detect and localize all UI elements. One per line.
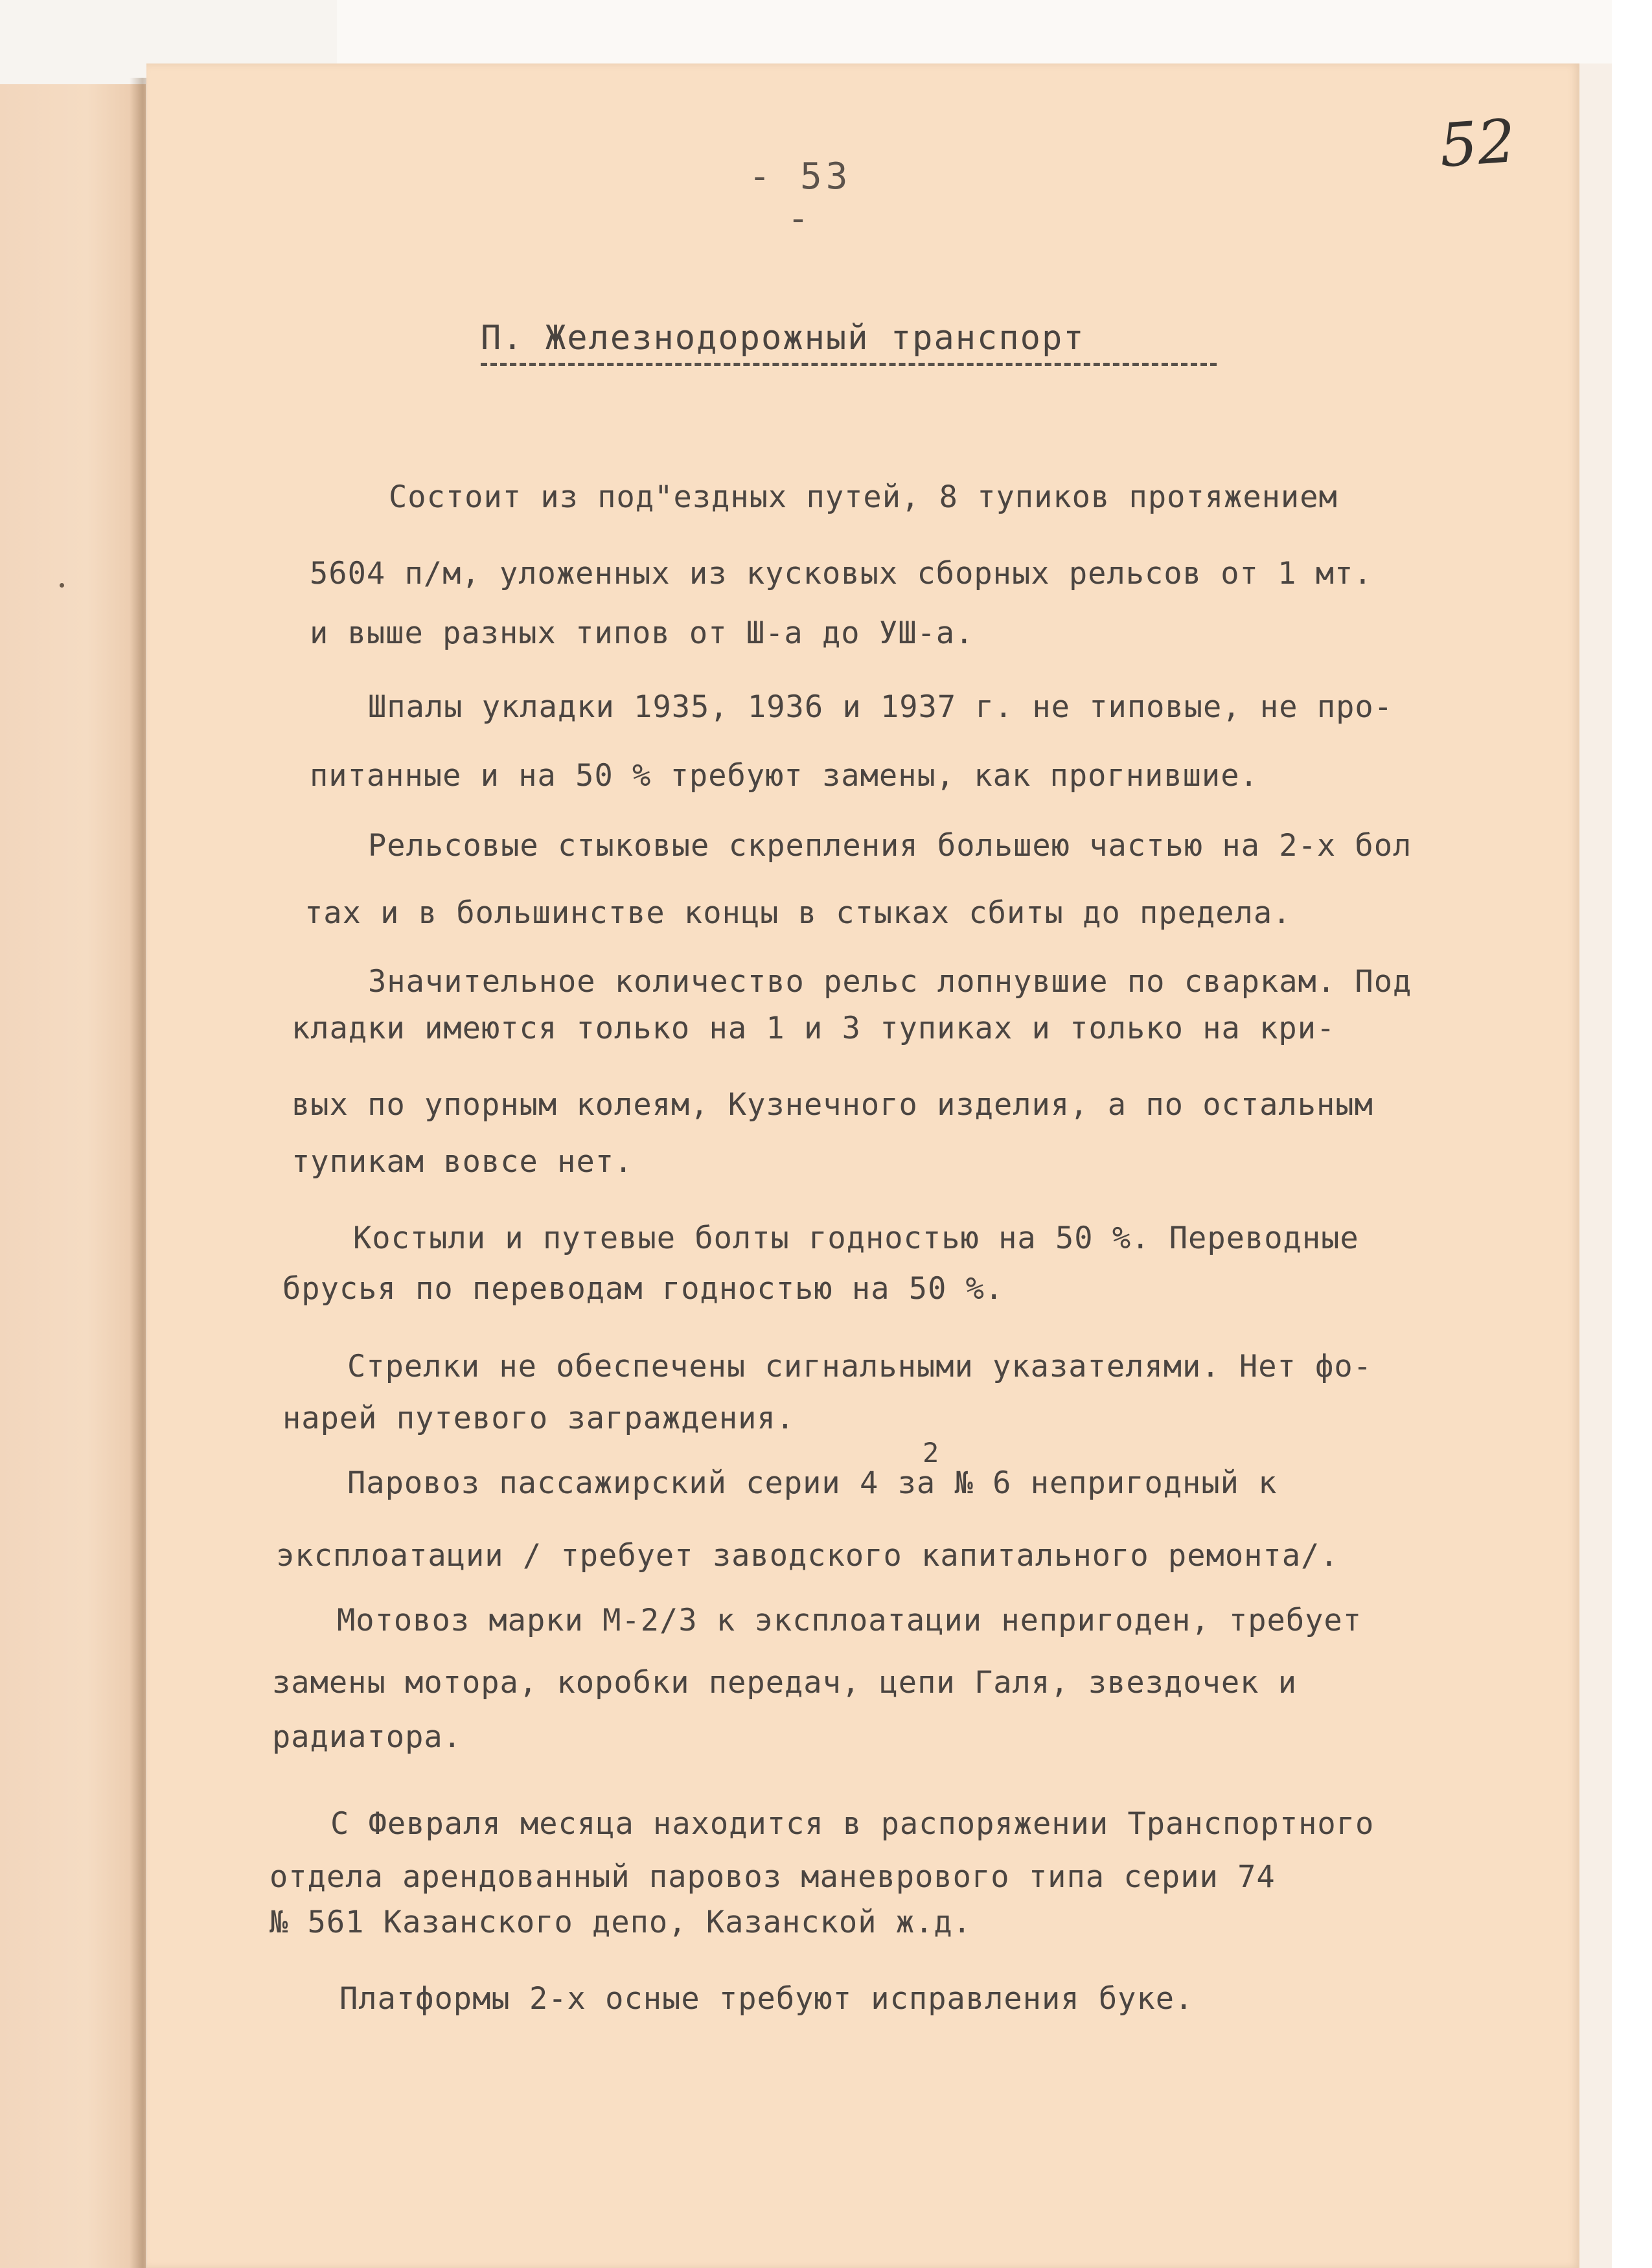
- page-edge: [1579, 63, 1612, 2268]
- text-line: кладки имеются только на 1 и 3 тупиках и только на кри-: [292, 1011, 1336, 1046]
- text-line: брусья по переводам годностью на 50 %.: [282, 1271, 1004, 1307]
- text-line: С Февраля месяца находится в распоряжении Транспортного: [330, 1806, 1375, 1842]
- text-line: Состоит из под"ездных путей, 8 тупиков протяжением: [389, 479, 1338, 515]
- text-line: питанные и на 50 % требуют замены, как прогнившие.: [310, 758, 1259, 794]
- text-line: тах и в большинстве концы в стыках сбиты до предела.: [304, 895, 1292, 931]
- text-line: и выше разных типов от Ш-а до УШ-а.: [310, 615, 974, 651]
- handwritten-folio: 52: [1437, 106, 1518, 181]
- text-line: эксплоатации / требует заводского капитального ремонта/.: [276, 1538, 1339, 1574]
- right-margin: [1612, 0, 1652, 2268]
- section-heading: П. Железнодорожный транспорт: [481, 319, 1085, 358]
- ink-dot: [60, 583, 64, 588]
- text-line: Рельсовые стыковые скрепления большею частью на 2-х бол: [368, 828, 1412, 864]
- text-line: тупикам вовсе нет.: [292, 1144, 634, 1180]
- text-line: Мотовоз марки М-2/3 к эксплоатации непригоден, требует: [337, 1603, 1362, 1638]
- text-line: Костыли и путевые болты годностью на 50 %. Переводные: [353, 1220, 1359, 1256]
- text-line: нарей путевого заграждения.: [282, 1401, 796, 1436]
- text-line: отдела арендованный паровоз маневрового типа серии 74: [270, 1859, 1276, 1895]
- text-line: радиатора.: [272, 1719, 462, 1755]
- superscript: 2: [923, 1437, 939, 1469]
- heading-underline: [481, 363, 1217, 366]
- text-line: 5604 п/м, уложенных из кусковых сборных рельсов от 1 мт.: [310, 556, 1373, 591]
- text-line: Стрелки не обеспечены сигнальными указателями. Нет фо-: [347, 1349, 1373, 1384]
- text-line: Значительное количество рельс лопнувшие по сваркам. Под: [368, 964, 1412, 1000]
- text-line: Шпалы укладки 1935, 1936 и 1937 г. не типовые, не про-: [368, 689, 1394, 725]
- text-line: Платформы 2-х осные требуют исправления буке.: [339, 1981, 1194, 2017]
- text-line: Паровоз пассажирский серии 4 за № 6 непригодный к: [347, 1465, 1278, 1501]
- page-number: - 53 -: [748, 155, 852, 240]
- text-line: вых по упорным колеям, Кузнечного изделия, а по остальным: [292, 1087, 1373, 1123]
- text-line: № 561 Казанского депо, Казанской ж.д.: [270, 1905, 972, 1940]
- text-line: замены мотора, коробки передач, цепи Галя, звездочек и: [272, 1665, 1298, 1701]
- left-page-edge: [0, 84, 146, 2268]
